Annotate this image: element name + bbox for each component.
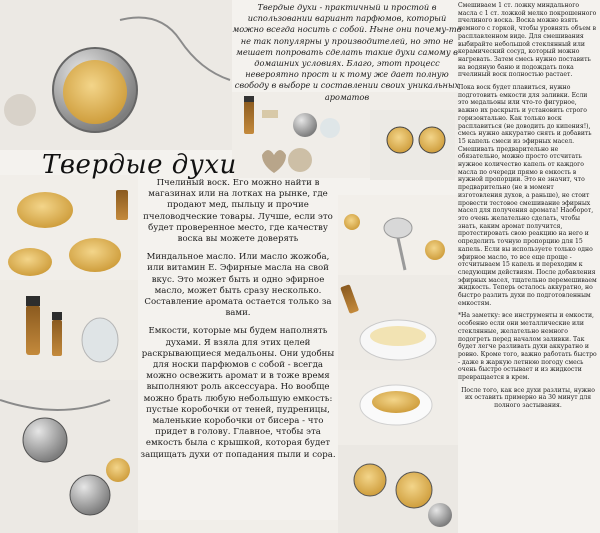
spoon-icon <box>384 218 412 238</box>
photo-filled-lockets <box>338 445 458 533</box>
ingredient-wax: Пчелиный воск. Его можно найти в магазинах или на лотках на рынке, где продают мед, пыльцу и прочие пчеловодческие товары. Лучше, если это будет проверенное место, где качеству воска вы можете доверять <box>143 178 333 245</box>
photo-lockets-right <box>370 110 455 180</box>
instruction-step-1: Смешиваем 1 ст. ложку миндального масла с 1 ст. ложкой мелко покрошенного пчелиного воска. Воска можно взять немного с горкой, чтобы уровнять объем в расплавленном виде. Для смешивания выбирайте небольшой стеклянный или керамический сосуд, который можно нагревать. Затем смесь нужно поставить на водяную баню и подождать пока пчелиный воск полностью растает. <box>458 2 597 79</box>
ingredient-containers: Емкости, которые мы будем наполнять духами. Я взяла для этих целей раскрывающиеся медальоны. Они удобны для носки парфюмов с собой - всегда можно освежить аромат и в тоже время выполняют роль аксессуара. Но вообще можно брать любую небольшую емкость: пустые коробочки от теней, пудреницы, маленькие коробочки от бисера - что придет в голову. Главное, чтобы эта емкость была с крышкой, которая будет защищать духи от попадания пыли и сора. <box>140 326 336 460</box>
photo-open-locket <box>0 0 232 150</box>
photo-oil-bottles <box>0 280 138 380</box>
intro-text: Твердые духи - практичный и простой в использовании вариант парфюмов, который можно всегда носить с собой. Ныне они почему-то не так популярны у производителей, но это не мешает попровать сделать такие духи самому в домашних условиях. Благо, этот процесс невероятно прост и к тому же дает полную свободу в выборе и составлении своих уникальных ароматов <box>232 2 462 102</box>
ingredient-oil: Миндальное масло. Или масло жожоба, или витамин Е. Эфирные масла на свой вкус. Это может быть и одно эфирное масло, может быть сразу несколько. Составление аромата остается только за вами. <box>144 252 332 319</box>
photo-bowl-liquid <box>338 370 458 445</box>
wax-disc-icon <box>63 60 127 124</box>
photo-bottom-locket <box>138 520 338 533</box>
instructions-text <box>458 2 598 415</box>
photo-lockets-bottom <box>0 380 138 533</box>
instruction-step-2: Пока воск будет плавиться, нужно подготовить емкости для заливки. Если это медальоны или что-то фигурное, важно их раскрыть и установить строго горизонтально. Как только воск расплавиться (не доводить до кипения!), смесь нужно аккуратно снять и добавить 15 капель смеси из эфирных масел. Смешивать предварительно не обязательно, можно просто отсчитать нужное количество капель от каждого масла по очереди прямо в емкость в нужной пропорции. Это не значит, что предварительно (не в момент изготовления духов, а раньше), не стоит провести тестовое смешивание эфирных масел для получения аромата! Наоборот, это очень желательно сделать, чтобы знать, каким аромат получится, протестировать свою реакцию на него и определить точную пропорцию для 15 капель. Если вы используете только одно эфирное масло, то все еще проще - отсчитываем 15 капель и переходим к следующим действиям. После добавления эфирных масел, тщательно перемешиваем жидкость. Теперь осталось аккуратно, но быстро разлить духи по подготовленным емкостям. <box>458 84 597 307</box>
page-title: Твердые духи <box>42 150 237 180</box>
photo-spoon-wax <box>338 195 458 275</box>
instruction-note: *На заметку: все инструменты и емкости, особенно если они металлические или стеклянные, желательно немного подогреть перед началом заливки. Так будет легче разливать духи аккуратно и ровно. Кроме того, важно работать быстро - даже в жаркую летнюю погоду смесь очень быстро остывает и из жидкости превращается в крем. <box>458 312 597 382</box>
photo-wax-discs <box>0 175 138 280</box>
photo-bowl-melting <box>338 275 458 370</box>
ingredients-text <box>138 178 338 468</box>
oil-bottle-icon <box>244 100 254 134</box>
instruction-final: После того, как все духи разлиты, нужно их оставить примерно на 30 минут для полного застывания. <box>461 386 595 410</box>
